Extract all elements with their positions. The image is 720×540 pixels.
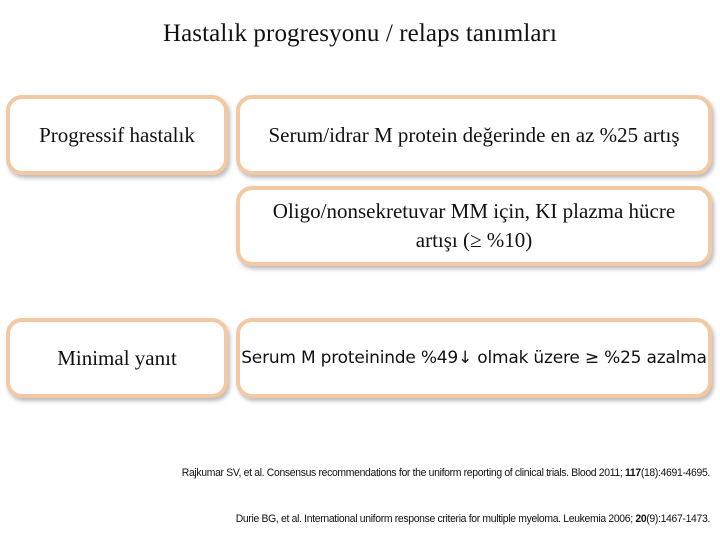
minimal-response-label: Minimal yanıt bbox=[57, 345, 177, 370]
minimal-response-label-box bbox=[6, 318, 228, 398]
reference-durie-pages: (9):1467-1473. bbox=[646, 513, 710, 525]
progressive-disease-label: Progressif hastalık bbox=[39, 122, 195, 147]
reference-durie-text: Durie BG, et al. International uniform response criteria for multiple myeloma. Leukemia 2006; bbox=[235, 513, 636, 525]
reference-durie-volume: 20 bbox=[635, 513, 647, 525]
minimal-response-criterion-box bbox=[236, 318, 712, 398]
reference-rajkumar-text: Rajkumar SV, et al. Consensus recommendations for the uniform reporting of clinical trials. Blood 2011; bbox=[181, 467, 626, 479]
slide-title: Hastalık progresyonu / relaps tanımları bbox=[162, 20, 558, 47]
minimal-response-criterion-text: Serum M proteininde %49↓ olmak üzere ≥ %25 azalma bbox=[241, 348, 707, 368]
reference-rajkumar-pages: (18):4691-4695. bbox=[640, 467, 710, 479]
progressive-disease-label-box bbox=[6, 95, 228, 175]
progressive-criterion-1-text: Serum/idrar M protein değerinde en az %25 artış bbox=[268, 122, 680, 147]
reference-durie bbox=[236, 513, 710, 525]
progressive-criterion-2-box bbox=[236, 186, 712, 266]
progressive-criterion-2-text: Oligo/nonsekretuvar MM için, KI plazma hücre artışı (≥ %10) bbox=[272, 199, 676, 252]
progressive-criterion-1-box bbox=[236, 95, 712, 175]
reference-rajkumar-volume: 117 bbox=[625, 467, 641, 479]
reference-rajkumar bbox=[182, 467, 710, 479]
